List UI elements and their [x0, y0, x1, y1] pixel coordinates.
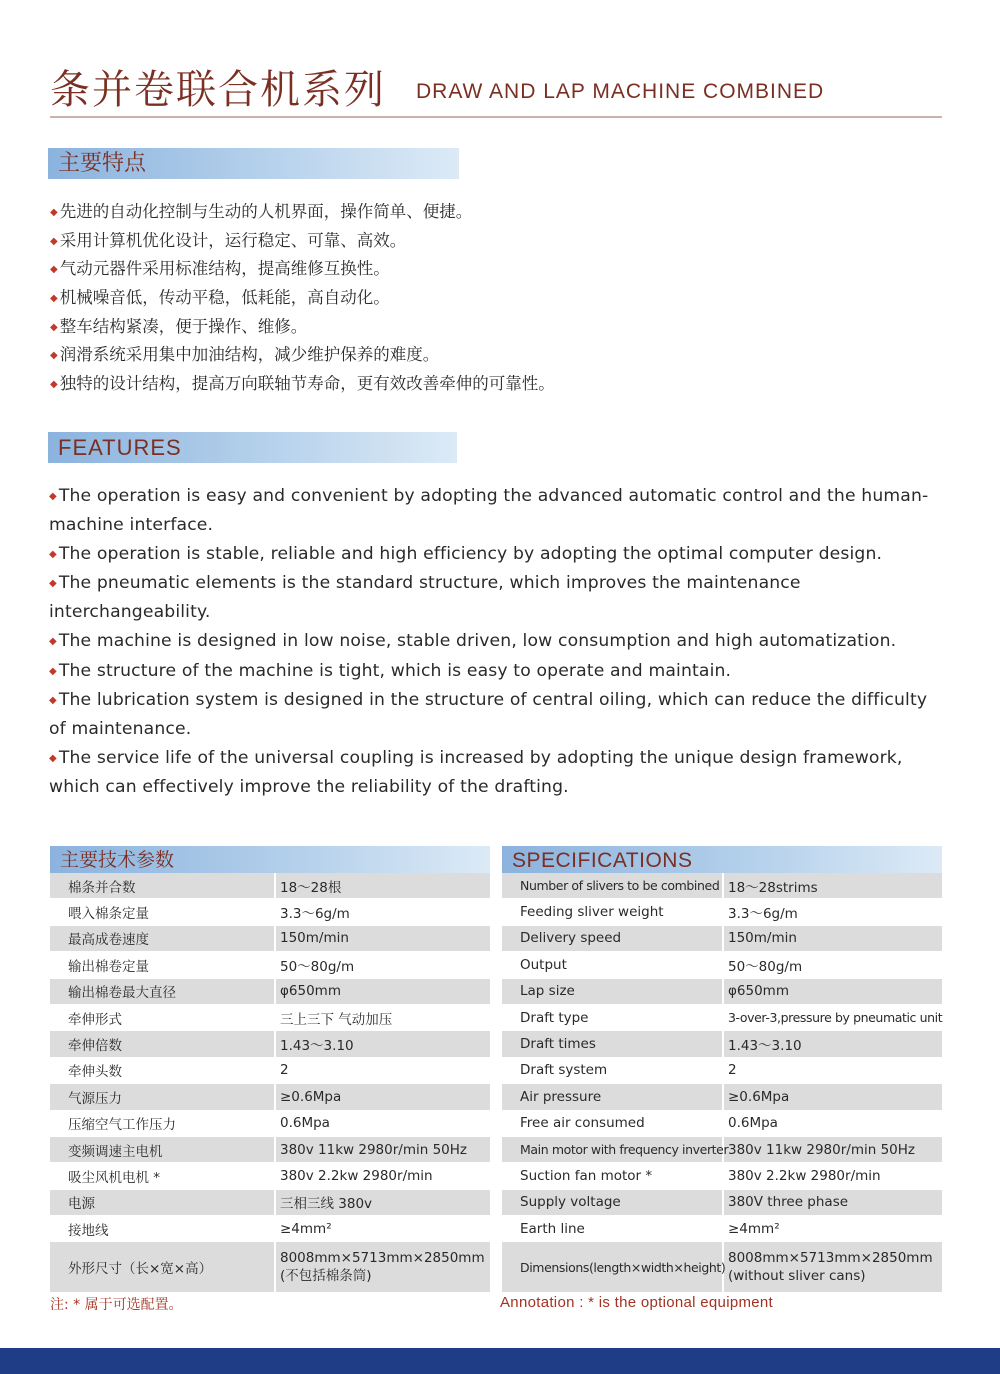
spec-value-line: 3.3～6g/m — [280, 906, 350, 923]
feature-text: The lubrication system is designed in the structure of central oiling, which can reduce the difficulty of maintenance. — [49, 689, 928, 739]
spec-value — [275, 873, 490, 899]
diamond-bullet-icon: ◆ — [50, 293, 58, 305]
feature-item — [50, 198, 950, 227]
spec-value — [723, 1084, 942, 1110]
diamond-bullet-icon: ◆ — [49, 665, 57, 677]
table-row — [502, 925, 942, 951]
spec-value-note: (不包括棉条筒) — [280, 1268, 372, 1285]
spec-label: 牵伸形式 — [50, 1004, 275, 1030]
spec-value-line: 1.43～3.10 — [728, 1038, 802, 1055]
table-row — [50, 925, 490, 951]
spec-value-line: 380v 2.2kw 2980r/min — [728, 1167, 881, 1184]
spec-value — [723, 899, 942, 925]
feature-item — [49, 744, 949, 802]
table-row — [50, 1057, 490, 1083]
feature-item — [50, 313, 950, 342]
feature-item — [49, 540, 949, 569]
spec-label: 外形尺寸（长×宽×高） — [50, 1242, 275, 1293]
spec-value-line: 三相三线 380v — [280, 1196, 373, 1213]
spec-label: Output — [502, 952, 723, 978]
table-row — [502, 1084, 942, 1110]
table-row — [502, 1110, 942, 1136]
diamond-bullet-icon: ◆ — [50, 350, 58, 362]
spec-value-line: 0.6Mpa — [280, 1115, 330, 1132]
feature-text: The operation is stable, reliable and high efficiency by adopting the optimal computer design. — [58, 544, 883, 565]
diamond-bullet-icon: ◆ — [49, 578, 57, 590]
feature-text: 气动元器件采用标准结构，提高维修互换性。 — [59, 259, 390, 279]
spec-value — [275, 1057, 490, 1083]
spec-value-line: 3-over-3,pressure by pneumatic unit — [728, 1010, 943, 1026]
table-row — [50, 1242, 490, 1293]
spec-label: 电源 — [50, 1189, 275, 1215]
spec-value — [275, 925, 490, 951]
spec-label: 气源压力 — [50, 1084, 275, 1110]
spec-value-line: 2 — [280, 1062, 289, 1079]
annotation-note-cn: 注: * 属于可选配置。 — [50, 1297, 183, 1313]
table-row — [50, 952, 490, 978]
table-row — [50, 1031, 490, 1057]
spec-value — [723, 873, 942, 899]
spec-value — [723, 1110, 942, 1136]
spec-label: 牵伸头数 — [50, 1057, 275, 1083]
feature-item — [50, 227, 950, 256]
table-row — [502, 1136, 942, 1162]
feature-item — [49, 657, 949, 686]
table-row — [502, 899, 942, 925]
features-cn-list — [50, 198, 950, 399]
table-row — [502, 952, 942, 978]
feature-text: The pneumatic elements is the standard structure, which improves the maintenance interchangeability. — [49, 573, 801, 623]
spec-label: 牵伸倍数 — [50, 1031, 275, 1057]
spec-label: 最高成卷速度 — [50, 925, 275, 951]
table-row — [502, 1242, 942, 1293]
spec-value — [275, 1110, 490, 1136]
diamond-bullet-icon: ◆ — [49, 491, 57, 502]
table-row — [50, 1189, 490, 1215]
spec-value-line: 380v 11kw 2980r/min 50Hz — [728, 1141, 915, 1158]
spec-value-line: 150m/min — [728, 930, 797, 947]
diamond-bullet-icon: ◆ — [50, 235, 58, 247]
spec-value-line: 380V three phase — [728, 1194, 849, 1211]
diamond-bullet-icon: ◆ — [49, 636, 57, 648]
table-row — [502, 978, 942, 1004]
spec-label: 输出棉卷定量 — [50, 952, 275, 978]
header — [50, 58, 940, 118]
spec-value-line: 2 — [728, 1062, 737, 1079]
feature-text: The machine is designed in low noise, stable driven, low consumption and high automatization. — [58, 631, 897, 652]
diamond-bullet-icon: ◆ — [50, 379, 58, 391]
table-row — [502, 1031, 942, 1057]
section-heading-features-cn: 主要特点 — [48, 148, 459, 179]
specs-table-cn — [50, 873, 490, 1293]
spec-value-line: 三上三下 气动加压 — [280, 1011, 393, 1028]
spec-value — [275, 1163, 490, 1189]
features-en-list — [49, 482, 949, 802]
specs-heading-cn: 主要技术参数 — [50, 846, 490, 873]
feature-item — [49, 569, 949, 627]
specs-table-en — [502, 873, 942, 1293]
table-row — [50, 899, 490, 925]
spec-label: 输出棉卷最大直径 — [50, 978, 275, 1004]
spec-value — [723, 1136, 942, 1162]
diamond-bullet-icon: ◆ — [49, 694, 57, 706]
spec-label: 接地线 — [50, 1216, 275, 1242]
spec-value — [723, 1216, 942, 1242]
feature-item — [49, 686, 949, 744]
feature-item — [50, 284, 950, 313]
spec-label: Suction fan motor * — [502, 1163, 723, 1189]
spec-label: Draft type — [502, 1004, 723, 1030]
feature-text: 整车结构紧凑，便于操作、维修。 — [59, 316, 308, 336]
feature-item — [50, 370, 950, 399]
feature-text: 润滑系统采用集中加油结构，减少维护保养的难度。 — [59, 345, 440, 365]
feature-text: 独特的设计结构，提高万向联轴节寿命，更有效改善牵伸的可靠性。 — [59, 374, 555, 394]
table-row — [50, 978, 490, 1004]
spec-value-line: 380v 11kw 2980r/min 50Hz — [280, 1141, 467, 1158]
spec-value — [723, 1057, 942, 1083]
section-heading-features-en: FEATURES — [48, 432, 457, 463]
page-title-en: DRAW AND LAP MACHINE COMBINED — [416, 80, 825, 103]
spec-label: 压缩空气工作压力 — [50, 1110, 275, 1136]
spec-label: Earth line — [502, 1216, 723, 1242]
spec-value — [723, 1031, 942, 1057]
spec-value-note: (without sliver cans) — [728, 1268, 866, 1285]
page-title-cn: 条并卷联合机系列 — [50, 67, 386, 113]
table-row — [50, 1110, 490, 1136]
table-row — [50, 1084, 490, 1110]
spec-value-line: 50～80g/m — [280, 958, 355, 975]
spec-value-line: φ650mm — [728, 983, 789, 1000]
spec-label: Dimensions(length×width×height) — [502, 1242, 723, 1293]
spec-value-line: ≥4mm² — [280, 1220, 332, 1237]
spec-label: Draft times — [502, 1031, 723, 1057]
spec-value — [275, 1084, 490, 1110]
spec-label: 喂入棉条定量 — [50, 899, 275, 925]
spec-value — [275, 1242, 490, 1293]
spec-value — [275, 1004, 490, 1030]
feature-text: The operation is easy and convenient by adopting the advanced automatic control and the human-machine interface. — [49, 486, 929, 536]
spec-value — [723, 978, 942, 1004]
table-row — [50, 1004, 490, 1030]
feature-text: The service life of the universal coupling is increased by adopting the unique design framework, which can effectively improve the reliability of the drafting. — [49, 747, 903, 797]
spec-label: Number of slivers to be combined — [502, 873, 723, 899]
table-row — [50, 1163, 490, 1189]
table-row — [50, 1216, 490, 1242]
spec-label: Free air consumed — [502, 1110, 723, 1136]
table-row — [502, 1189, 942, 1215]
spec-label: Main motor with frequency inverter — [502, 1136, 723, 1162]
spec-value-line: ≥0.6Mpa — [728, 1088, 790, 1105]
spec-value-line: 0.6Mpa — [728, 1115, 778, 1132]
table-row — [502, 1004, 942, 1030]
feature-text: The structure of the machine is tight, which is easy to operate and maintain. — [58, 660, 732, 681]
spec-value — [723, 925, 942, 951]
spec-value-line: 1.43～3.10 — [280, 1038, 354, 1055]
spec-label: Air pressure — [502, 1084, 723, 1110]
table-row — [502, 1163, 942, 1189]
spec-value — [723, 1189, 942, 1215]
header-divider — [50, 116, 942, 118]
spec-value-line: ≥4mm² — [728, 1220, 780, 1237]
diamond-bullet-icon: ◆ — [49, 549, 57, 561]
spec-label: 变频调速主电机 — [50, 1136, 275, 1162]
spec-label: Feeding sliver weight — [502, 899, 723, 925]
table-row — [50, 873, 490, 899]
spec-value-line: φ650mm — [280, 983, 341, 1000]
diamond-bullet-icon: ◆ — [49, 752, 57, 764]
spec-value — [275, 978, 490, 1004]
table-row — [502, 1216, 942, 1242]
spec-value — [275, 1216, 490, 1242]
spec-value — [275, 1189, 490, 1215]
diamond-bullet-icon: ◆ — [50, 264, 58, 276]
spec-value-line: 8008mm×5713mm×2850mm — [728, 1250, 933, 1267]
spec-value — [275, 1031, 490, 1057]
feature-text: 机械噪音低，传动平稳，低耗能，高自动化。 — [59, 288, 390, 308]
spec-label: Supply voltage — [502, 1189, 723, 1215]
spec-label: 吸尘风机电机 * — [50, 1163, 275, 1189]
table-row — [50, 1136, 490, 1162]
table-row — [502, 1057, 942, 1083]
spec-value-line: 150m/min — [280, 930, 349, 947]
spec-value — [723, 1163, 942, 1189]
spec-value — [275, 1136, 490, 1162]
spec-value — [723, 952, 942, 978]
specs-heading-en: SPECIFICATIONS — [502, 846, 942, 873]
spec-value — [275, 952, 490, 978]
spec-value-line: 18～28strims — [728, 879, 818, 896]
feature-text: 采用计算机优化设计，运行稳定、可靠、高效。 — [59, 230, 407, 250]
spec-value-line: 50～80g/m — [728, 958, 803, 975]
diamond-bullet-icon: ◆ — [50, 207, 58, 218]
spec-value-line: 18～28根 — [280, 879, 342, 896]
spec-label: Draft system — [502, 1057, 723, 1083]
spec-label: Lap size — [502, 978, 723, 1004]
feature-item — [49, 627, 949, 656]
spec-value — [723, 1004, 942, 1030]
spec-value-line: 8008mm×5713mm×2850mm — [280, 1250, 485, 1267]
feature-item — [50, 255, 950, 284]
spec-value — [275, 899, 490, 925]
spec-value-line: 3.3～6g/m — [728, 906, 798, 923]
spec-value-line: 380v 2.2kw 2980r/min — [280, 1167, 433, 1184]
table-row — [502, 873, 942, 899]
diamond-bullet-icon: ◆ — [50, 321, 58, 333]
spec-label: 棉条并合数 — [50, 873, 275, 899]
annotation-note-en: Annotation : * is the optional equipment — [500, 1294, 774, 1311]
spec-label: Delivery speed — [502, 925, 723, 951]
feature-item — [49, 482, 949, 540]
feature-text: 先进的自动化控制与生动的人机界面，操作简单、便捷。 — [59, 202, 473, 221]
feature-item — [50, 341, 950, 370]
footer-bar — [0, 1348, 1000, 1374]
spec-value — [723, 1242, 942, 1293]
spec-value-line: ≥0.6Mpa — [280, 1088, 342, 1105]
